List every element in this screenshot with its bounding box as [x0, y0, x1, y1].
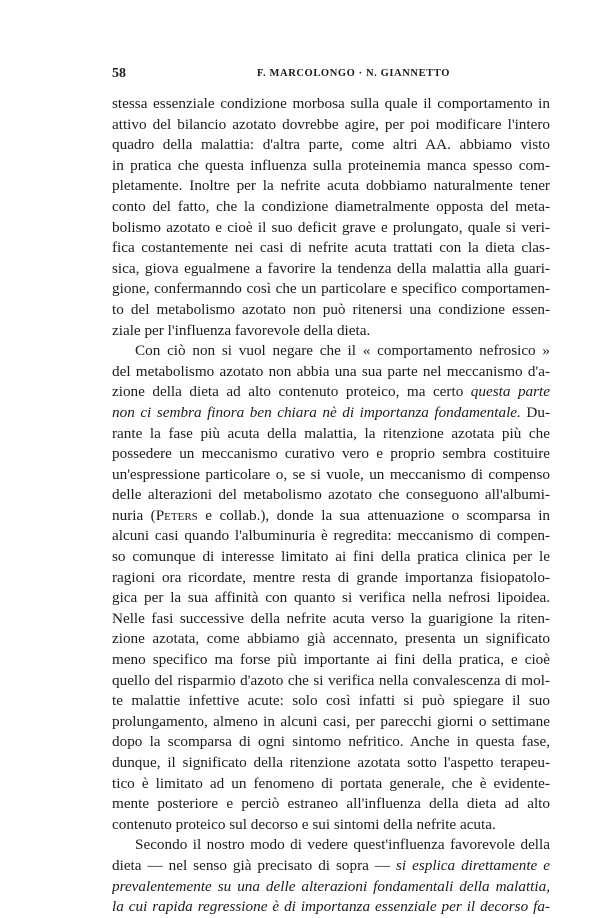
text-line: attivo del bilancio azotato dovrebbe agire, per poi modificare l'intero: [112, 115, 550, 133]
text-line: in pratica che questa influenza sulla proteinemia manca spesso com-: [112, 156, 550, 174]
text-line: quadro della malattia: d'altra parte, come altri AA. abbiamo visto: [112, 136, 550, 154]
text-line: te malattie infettive acute: solo così infatti si può spiegare il suo: [112, 692, 550, 710]
italic-fragment: non ci sembra finora ben chiara nè di importanza fondamentale.: [112, 403, 521, 421]
text-line: possedere un meccanismo curativo vero e proprio sembra costituire: [112, 445, 550, 463]
text-fragment: Du-: [526, 403, 550, 421]
text-line: la cui rapida regressione è di importanza essenziale per il decorso fa-: [112, 898, 550, 916]
italic-fragment: questa parte: [470, 383, 550, 401]
text-fragment: zione della dieta ad alto contenuto proteico, ma certo: [112, 383, 464, 401]
text-line: zione azotata, come abbiamo già accennato, presenta un significato: [112, 630, 550, 648]
text-line: bolismo azotato e cioè il suo deficit grave e prolungato, quale si veri-: [112, 218, 550, 236]
text-line: prolungamento, almeno in alcuni casi, per parecchi giorni o settimane: [112, 712, 550, 730]
text-line: Secondo il nostro modo di vedere quest'influenza favorevole della: [135, 836, 550, 854]
text-line: ragioni ora ricordate, mentre resta di grande importanza fisiopatolo-: [112, 568, 550, 586]
text-line: alcuni casi quando l'albuminuria è regredita: meccanismo di compen-: [112, 527, 550, 545]
text-line: dunque, il significato della ritenzione azotata sotto l'aspetto terapeu-: [112, 754, 550, 771]
text-line: ziale per l'influenza favorevole della dieta.: [112, 321, 371, 339]
text-line: tico è limitato ad un fenomeno di portata generale, che è evidente-: [112, 774, 550, 792]
text-line: [112, 403, 550, 424]
text-line: dopo la scomparsa di ogni sintomo nefritico. Anche in questa fase,: [112, 733, 550, 751]
text-fragment: e collab.), donde la sua attenuazione o scomparsa in: [197, 506, 550, 524]
text-line: delle alterazioni del metabolismo azotato che conseguono all'albumi-: [112, 486, 550, 504]
text-line: un'espressione particolare o, se si vuole, un meccanismo di compenso: [112, 465, 550, 483]
text-line: pletamente. Inoltre per la nefrite acuta dobbiamo naturalmente tener: [112, 177, 550, 195]
text-line: to del metabolismo azotato non può ritenersi una condizione essen-: [112, 300, 550, 318]
text-line: contenuto proteico sul decorso e sui sintomi della nefrite acuta.: [112, 815, 496, 833]
text-fragment: nuria (: [112, 506, 156, 524]
text-line: gica per la sua affinità con quanto si verifica nella nefrosi lipoidea.: [112, 589, 550, 607]
text-line: gione, confermanndo così che un particolare e specifico comportamen-: [112, 280, 550, 298]
text-line: [112, 856, 550, 877]
text-line: rante la fase più acuta della malattia, la ritenzione azotata più che: [112, 424, 550, 442]
text-line: sica, giova egualmene a favorire la tendenza della malattia alla guari-: [112, 259, 550, 277]
text-line: prevalentemente su una delle alterazioni fondamentali della malattia,: [112, 877, 550, 895]
header-authors: F. MARCOLONGO · N. GIANNETTO: [257, 68, 450, 79]
text-line: conto del fatto, che la condizione diametralmente opposta del meta-: [112, 197, 550, 215]
text-line: stessa essenziale condizione morbosa sulla quale il comportamento in: [112, 95, 550, 112]
text-line: so comunque di interesse limitato ai fini della pratica clinica per le: [112, 548, 550, 566]
text-line: quello del risparmio d'azoto che si verifica nella convalescenza di mol-: [112, 671, 550, 689]
author-name: Peters: [155, 506, 198, 524]
body-text: [112, 94, 550, 918]
text-line: [112, 382, 550, 403]
text-line: mente posteriore e perciò estraneo all'influenza della dieta ad alto: [112, 795, 550, 813]
italic-fragment: si esplica direttamente e: [396, 856, 550, 874]
text-line: del metabolismo azotato non abbia una sua parte nel meccanismo d'a-: [112, 362, 550, 380]
text-line: [112, 506, 550, 527]
text-line: Nelle fasi successive della nefrite acuta verso la guarigione la riten-: [112, 609, 550, 627]
text-line: Con ciò non si vuol negare che il « comportamento nefrosico »: [135, 342, 550, 360]
page-number: 58: [112, 66, 126, 81]
text-line: meno specifico ma forse più importante ai fini della pratica, e cioè: [112, 651, 550, 669]
running-head: [112, 66, 550, 84]
text-fragment: dieta — nel senso già precisato di sopra —: [112, 856, 391, 874]
text-line: fica costantemente nei casi di nefrite acuta trattati con la dieta clas-: [112, 239, 550, 257]
